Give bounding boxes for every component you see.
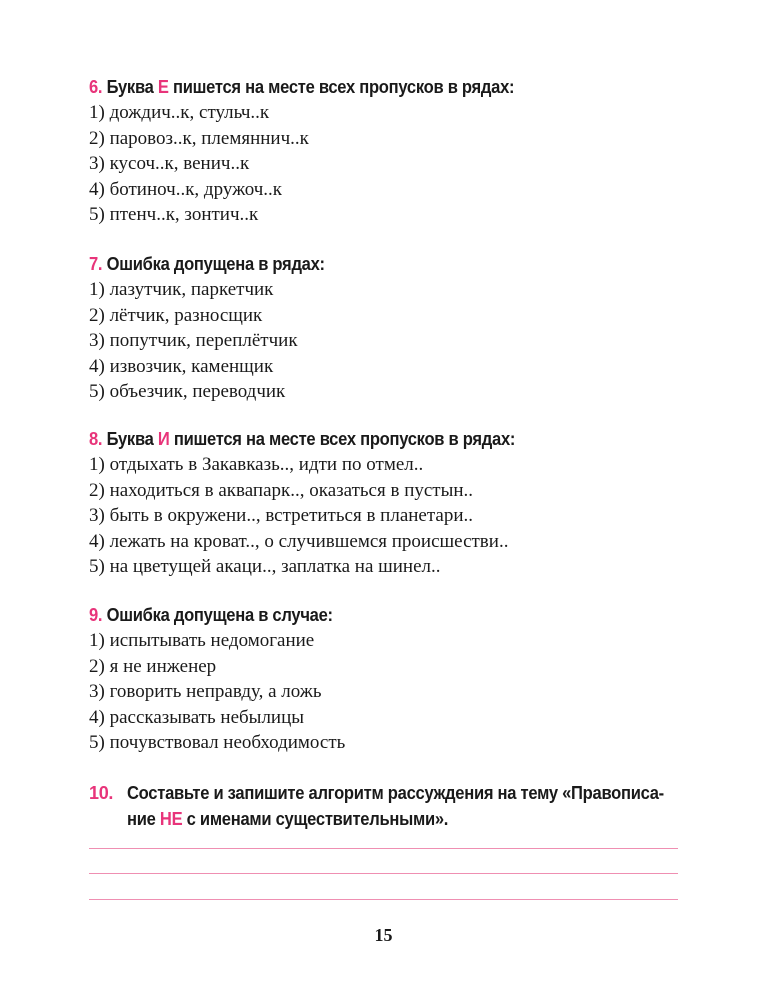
task-7-title: [89, 251, 641, 277]
task-8-number: 8.: [89, 429, 103, 449]
task-8-title-before: Буква: [106, 429, 158, 449]
task-7: [89, 251, 689, 405]
task-10-line-2-after: с именами существительными».: [182, 809, 449, 829]
task-9-option-2: 2) я не инженер: [89, 655, 217, 677]
task-7-option-2: 2) лётчик, разносщик: [89, 304, 263, 326]
task-7-option-4: 4) извозчик, каменщик: [89, 355, 274, 377]
answer-line-1[interactable]: [89, 848, 678, 849]
task-6-option-2: 2) паровоз..к, племяннич..к: [89, 127, 309, 149]
task-6-option-5: 5) птенч..к, зонтич..к: [89, 204, 259, 226]
task-6-options: [89, 100, 689, 228]
task-8-title-after: пишется на месте всех пропусков в рядах:: [169, 429, 516, 449]
task-8-option-3: 3) быть в окружени.., встретиться в планетари..: [89, 505, 473, 527]
task-9-option-3: 3) говорить неправду, а ложь: [89, 681, 322, 703]
task-6-title-highlight: Е: [157, 77, 169, 97]
task-8: [89, 426, 689, 580]
task-6-title-before: Буква: [106, 77, 158, 97]
task-8-option-1: 1) отдыхать в Закавказь.., идти по отмел..: [89, 454, 424, 475]
task-9-option-5: 5) почувствовал необходимость: [89, 732, 346, 754]
task-7-number: 7.: [89, 254, 103, 274]
task-7-option-1: 1) лазутчик, паркетчик: [89, 279, 274, 300]
task-9-title-text: Ошибка допущена в случае:: [106, 605, 333, 625]
answer-line-2[interactable]: [89, 873, 678, 874]
task-6-number: 6.: [89, 77, 103, 97]
task-9: [89, 602, 689, 756]
task-8-title: [89, 426, 641, 452]
task-7-title-text: Ошибка допущена в рядах:: [106, 254, 325, 274]
task-7-options: [89, 277, 689, 405]
task-7-option-5: 5) объезчик, переводчик: [89, 381, 286, 403]
task-6-option-3: 3) кусоч..к, венич..к: [89, 153, 250, 175]
answer-line-3[interactable]: [89, 899, 678, 900]
task-6-option-1: 1) дождич..к, стульч..к: [89, 102, 270, 123]
task-8-option-4: 4) лежать на кроват.., о случившемся происшестви..: [89, 530, 509, 552]
task-10-line-1: Составьте и запишите алгоритм рассуждения на тему «Правописа-: [127, 783, 664, 803]
page-number: 15: [374, 925, 393, 945]
task-9-option-4: 4) рассказывать небылицы: [89, 706, 305, 728]
task-8-title-highlight: И: [157, 429, 170, 449]
task-9-number: 9.: [89, 605, 103, 625]
task-6: [89, 74, 689, 228]
task-10-line-2-before: ние: [127, 809, 160, 829]
task-6-title-after: пишется на месте всех пропусков в рядах:: [168, 77, 515, 97]
task-10-line-2: [127, 806, 448, 832]
task-9-options: [89, 628, 689, 756]
task-8-option-5: 5) на цветущей акаци.., заплатка на шинел..: [89, 556, 441, 578]
task-6-option-4: 4) ботиноч..к, дружоч..к: [89, 178, 283, 200]
task-10-line-2-highlight: НЕ: [159, 809, 183, 829]
task-9-title: [89, 602, 641, 628]
task-7-option-3: 3) попутчик, переплётчик: [89, 330, 298, 352]
task-6-title: [89, 74, 641, 100]
task-10-number: 10.: [89, 783, 114, 803]
task-8-option-2: 2) находиться в аквапарк.., оказаться в пустын..: [89, 479, 474, 501]
task-8-options: [89, 452, 689, 580]
task-9-option-1: 1) испытывать недомогание: [89, 630, 315, 651]
